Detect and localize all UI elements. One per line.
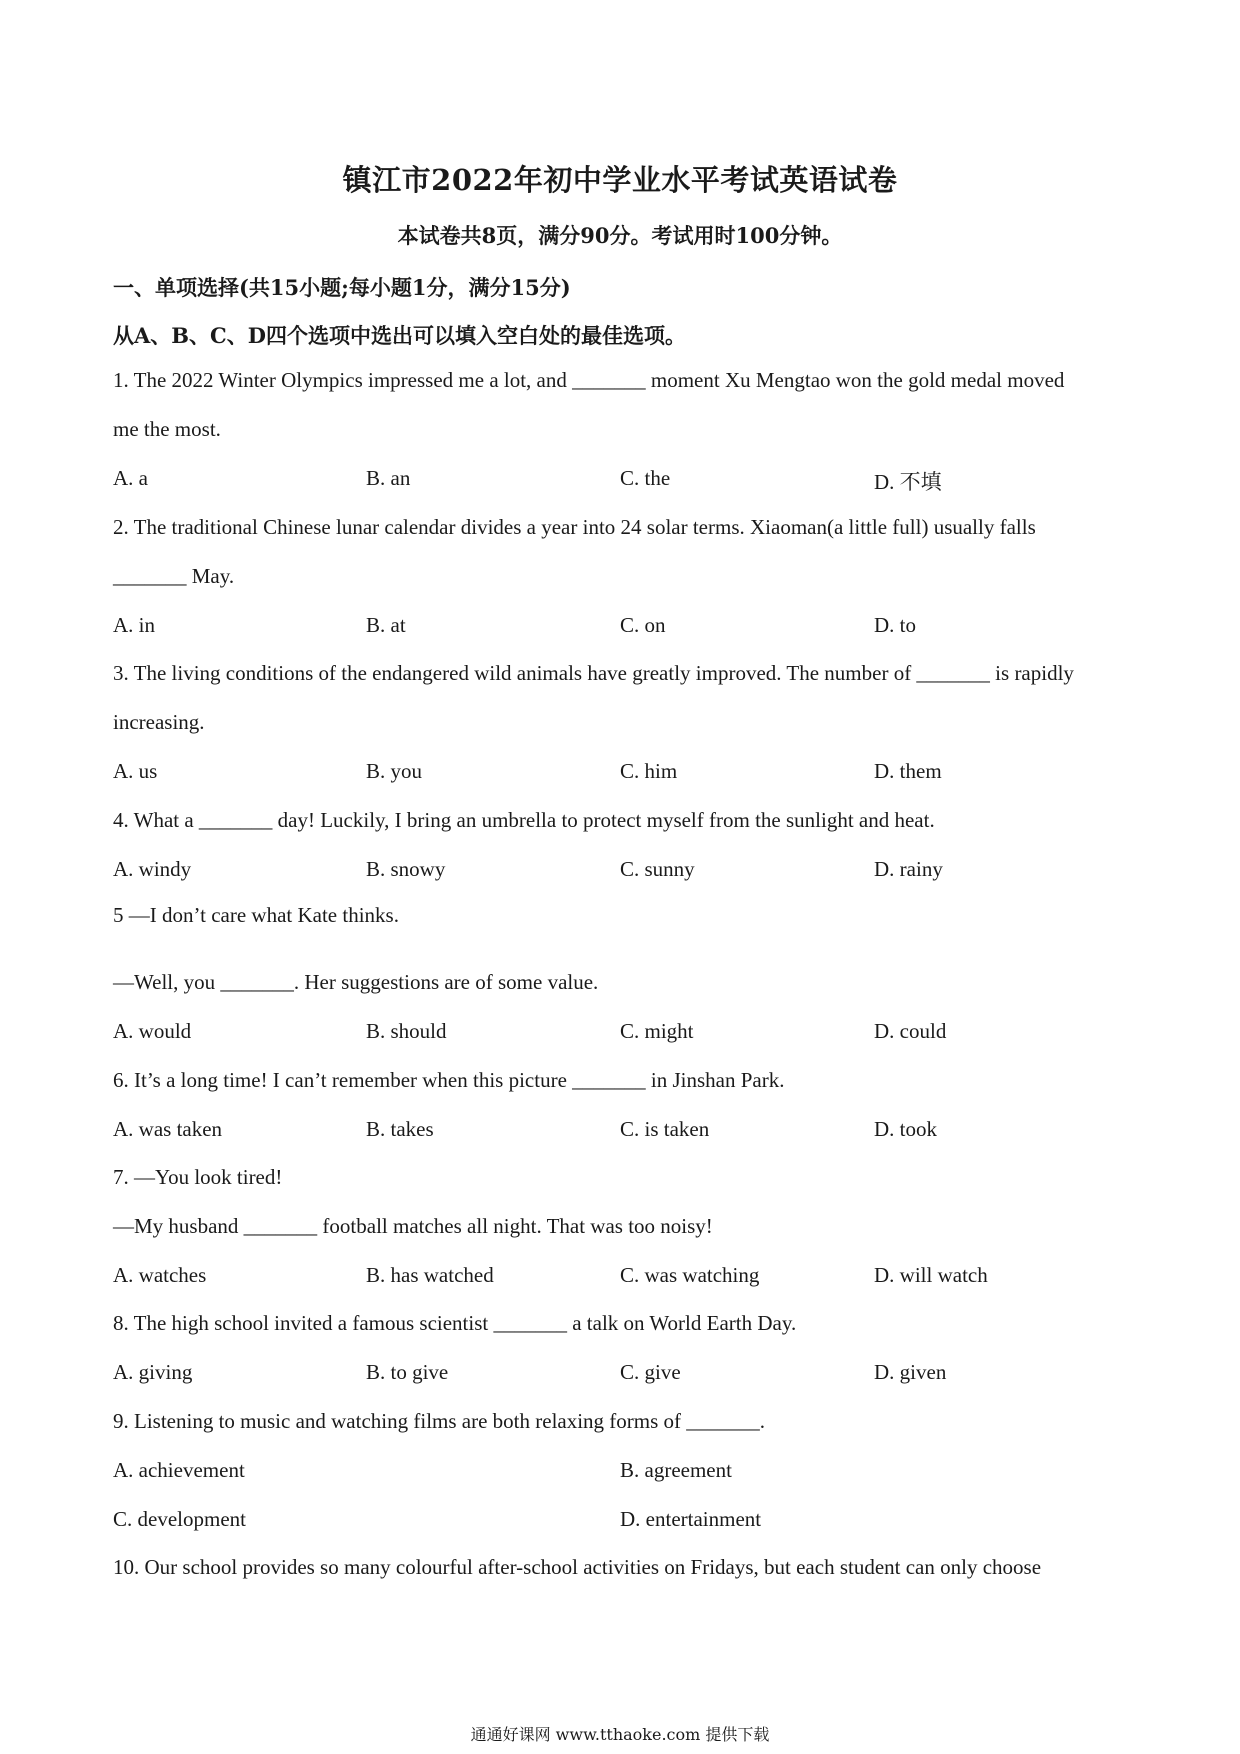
question-3-text: 3. The living conditions of the endangered wild animals have greatly improved. The number of _______ is rapidly: [113, 661, 1074, 685]
question-2-option-c: C. on: [620, 613, 666, 637]
question-7-option-a: A. watches: [113, 1263, 207, 1287]
question-5-option-a: A. would: [113, 1019, 192, 1043]
question-10-text: 10. Our school provides so many colourful after-school activities on Fridays, but each student can only choose: [113, 1555, 1042, 1579]
question-3-option-b: B. you: [366, 759, 423, 783]
question-7-text: 7. —You look tired!: [113, 1165, 283, 1189]
question-5-text-cont: —Well, you _______. Her suggestions are of some value.: [113, 970, 599, 994]
question-8-text: 8. The high school invited a famous scientist _______ a talk on World Earth Day.: [113, 1311, 797, 1335]
question-2-option-d: D. to: [874, 613, 916, 637]
question-5-option-c: C. might: [620, 1019, 694, 1043]
question-8-option-a: A. giving: [113, 1360, 193, 1384]
question-4-option-b: B. snowy: [366, 857, 446, 881]
question-9-option-b: B. agreement: [620, 1458, 732, 1482]
question-9-option-d: D. entertainment: [620, 1507, 762, 1531]
question-3-option-d: D. them: [874, 759, 942, 783]
question-4-option-a: A. windy: [113, 857, 192, 881]
section-heading: 一、单项选择(共15小题;每小题1分，满分15分): [113, 275, 571, 300]
question-5-text: 5 —I don’t care what Kate thinks.: [113, 903, 399, 927]
question-4-option-d: D. rainy: [874, 857, 943, 881]
question-2-option-a: A. in: [113, 613, 155, 637]
question-7-option-d: D. will watch: [874, 1263, 988, 1287]
question-2-option-b: B. at: [366, 613, 406, 637]
question-1-option-a: A. a: [113, 466, 148, 490]
question-3-option-a: A. us: [113, 759, 158, 783]
question-8-option-d: D. given: [874, 1360, 947, 1384]
question-9-option-a: A. achievement: [113, 1458, 245, 1482]
question-8-option-c: C. give: [620, 1360, 681, 1384]
question-6-option-c: C. is taken: [620, 1117, 710, 1141]
page-title: 镇江市2022年初中学业水平考试英语试卷: [342, 163, 898, 197]
question-1-option-b: B. an: [366, 466, 411, 490]
question-6-option-d: D. took: [874, 1117, 937, 1141]
question-1-option-c: C. the: [620, 466, 671, 490]
question-6-option-a: A. was taken: [113, 1117, 223, 1141]
question-6-option-b: B. takes: [366, 1117, 434, 1141]
question-3-text-cont: increasing.: [113, 710, 205, 734]
question-9-option-c: C. development: [113, 1507, 246, 1531]
question-1-text: 1. The 2022 Winter Olympics impressed me a lot, and _______ moment Xu Mengtao won the gold medal moved: [113, 368, 1065, 392]
question-7-text-cont: —My husband _______ football matches all night. That was too noisy!: [113, 1214, 713, 1238]
question-5-option-b: B. should: [366, 1019, 447, 1043]
question-9-text: 9. Listening to music and watching films are both relaxing forms of _______.: [113, 1409, 766, 1433]
question-1-text-cont: me the most.: [113, 417, 221, 441]
question-6-text: 6. It’s a long time! I can’t remember when this picture _______ in Jinshan Park.: [113, 1068, 785, 1092]
question-1-option-d: D. 不填: [874, 470, 942, 494]
question-4-text: 4. What a _______ day! Luckily, I bring an umbrella to protect myself from the sunlight and heat.: [113, 808, 935, 832]
question-8-option-b: B. to give: [366, 1360, 449, 1384]
question-2-text-cont: _______ May.: [113, 564, 235, 588]
page-subtitle: 本试卷共8页，满分90分。考试用时100分钟。: [397, 223, 843, 248]
section-instruction: 从A、B、C、D四个选项中选出可以填入空白处的最佳选项。: [113, 323, 686, 348]
question-7-option-c: C. was watching: [620, 1263, 760, 1287]
page-footer: 通通好课网 www.tthaoke.com 提供下载: [470, 1725, 770, 1744]
question-5-option-d: D. could: [874, 1019, 947, 1043]
question-4-option-c: C. sunny: [620, 857, 695, 881]
question-3-option-c: C. him: [620, 759, 678, 783]
question-7-option-b: B. has watched: [366, 1263, 494, 1287]
question-2-text: 2. The traditional Chinese lunar calendar divides a year into 24 solar terms. Xiaoman(a little full) usually falls: [113, 515, 1036, 539]
